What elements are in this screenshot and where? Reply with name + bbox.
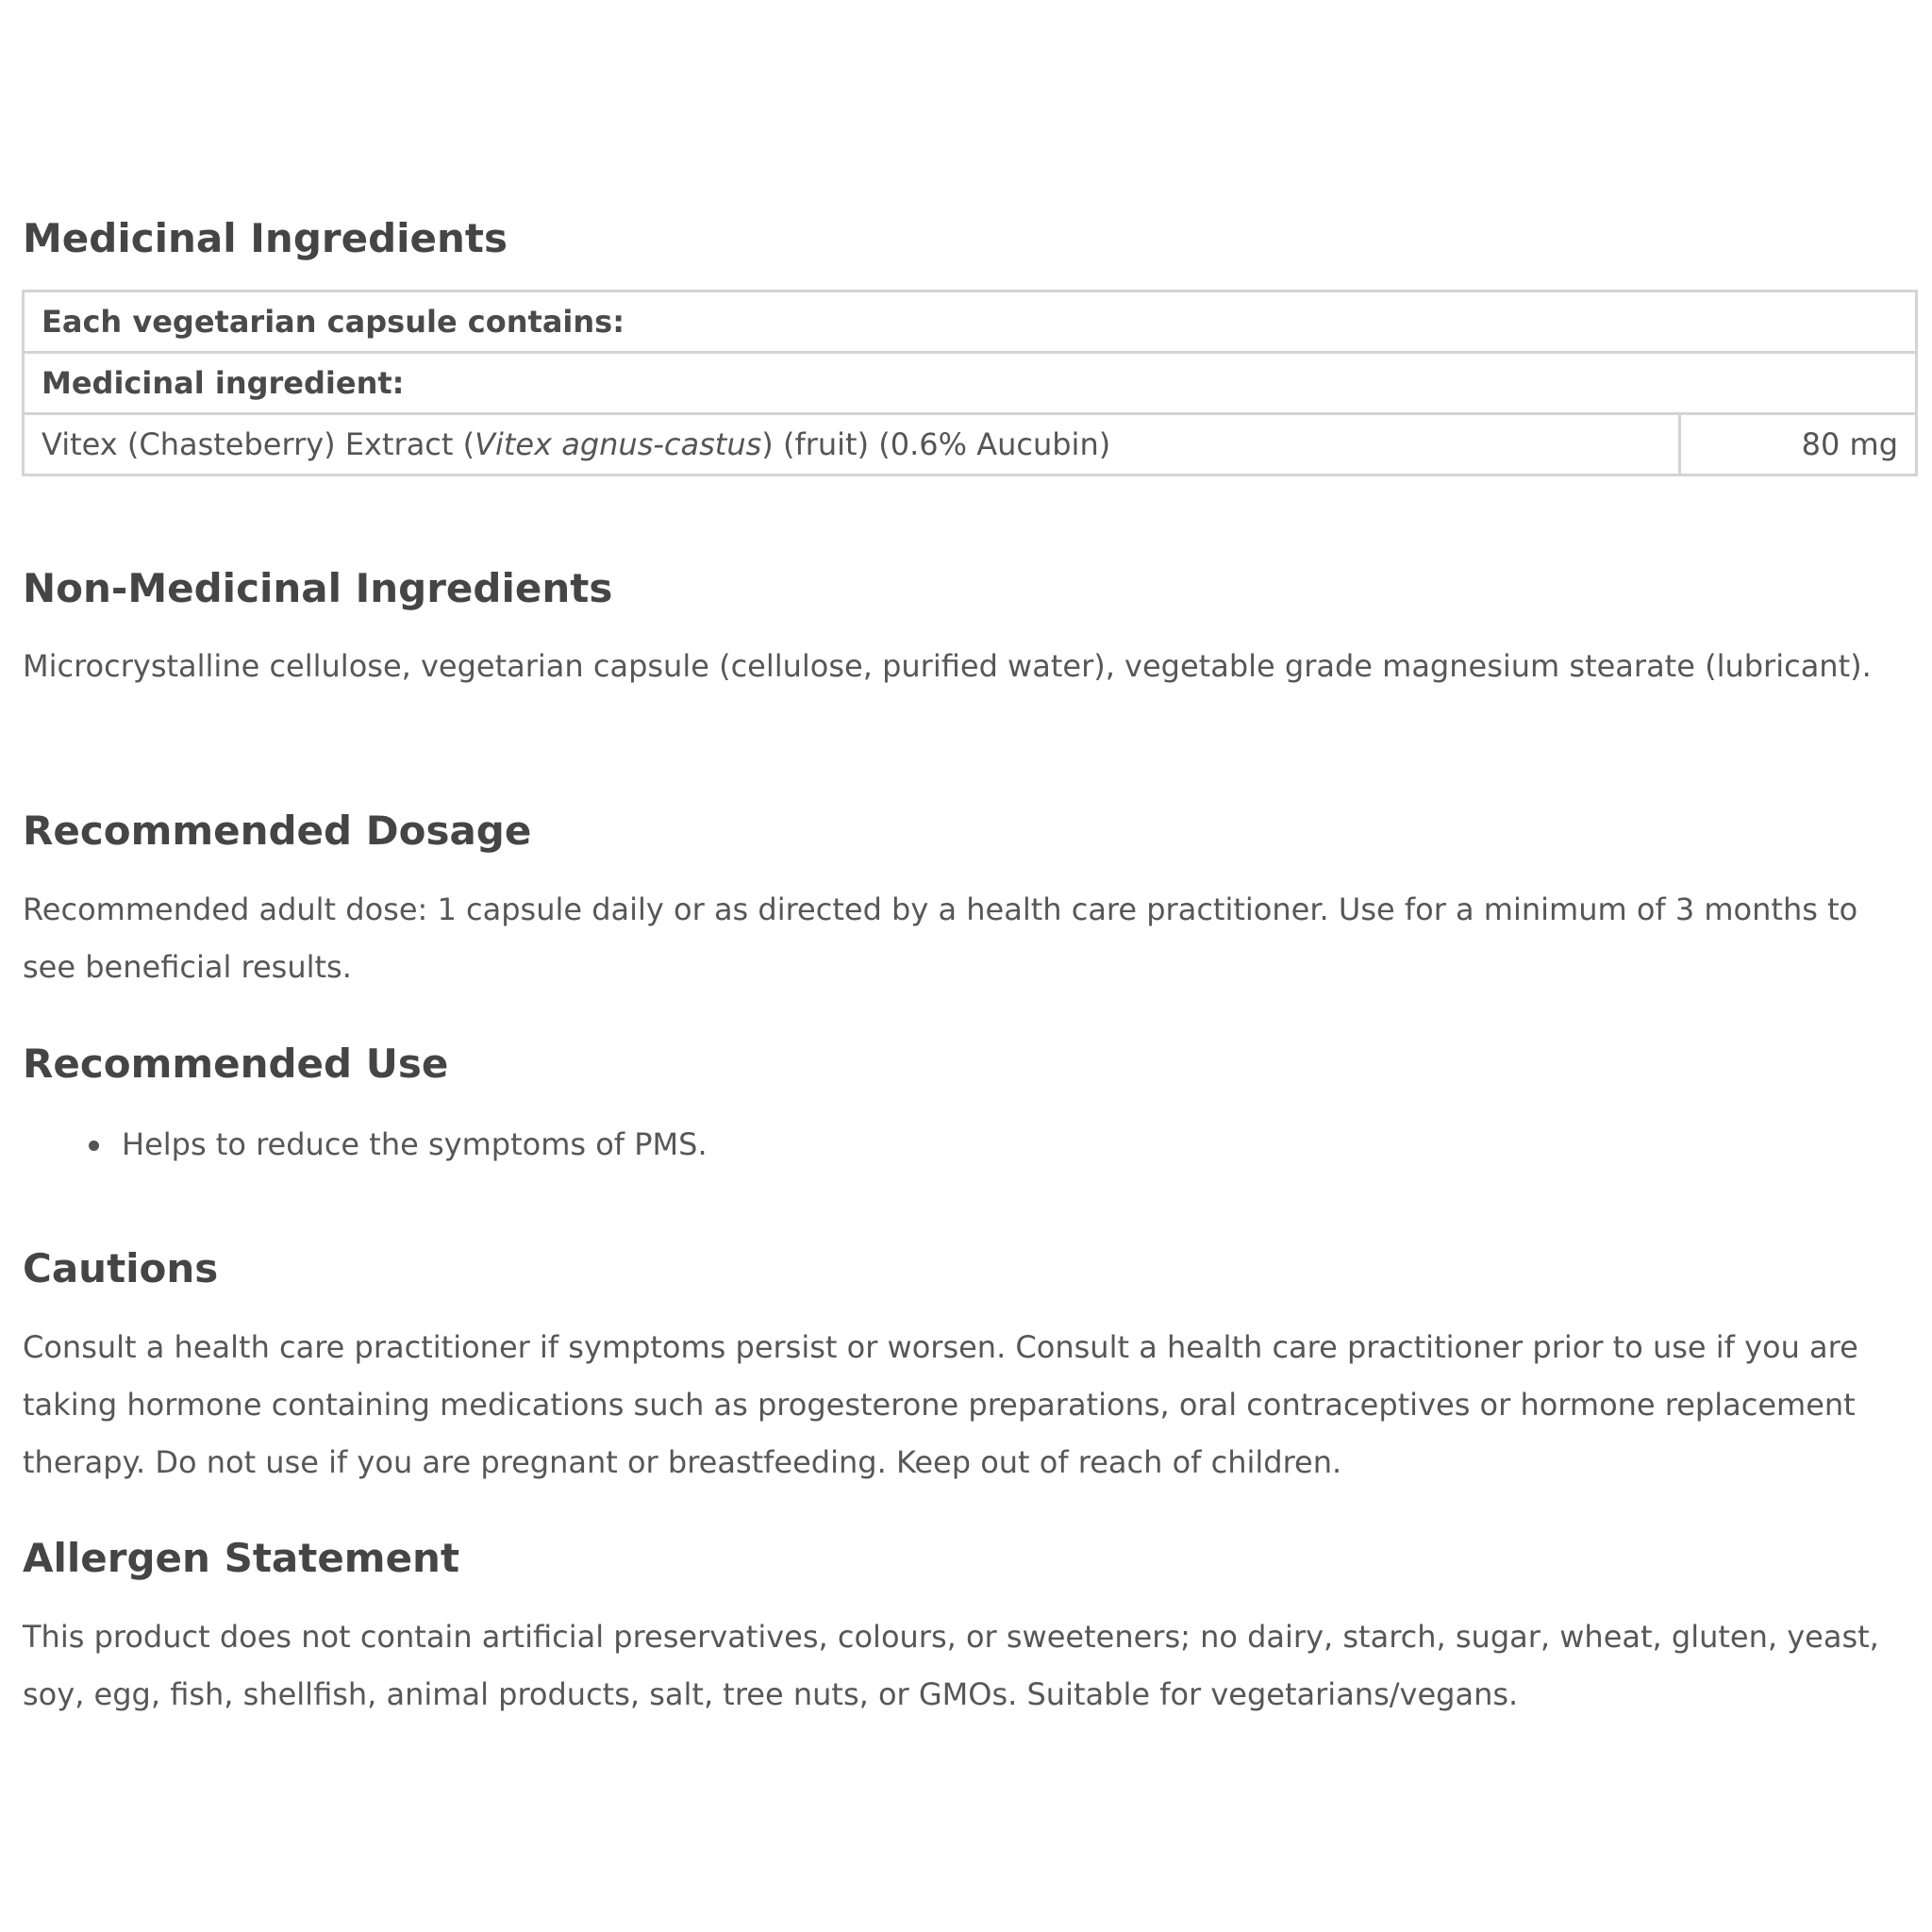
list-item bbox=[23, 1116, 708, 1174]
recommended-dosage-text: Recommended adult dose: 1 capsule daily or as directed by a health care practitioner. Use for a minimum of 3 months to see beneficial results. bbox=[23, 891, 1858, 985]
recommended-use-list bbox=[23, 1116, 708, 1174]
ingredient-amount: 80 mg bbox=[1680, 414, 1917, 475]
cautions-heading: Cautions bbox=[23, 1245, 219, 1291]
bullet-icon bbox=[89, 1141, 99, 1151]
non-medicinal-ingredients-heading: Non-Medicinal Ingredients bbox=[23, 565, 613, 611]
allergen-statement-heading: Allergen Statement bbox=[23, 1535, 460, 1581]
medicinal-ingredient-label: Medicinal ingredient: bbox=[24, 353, 1917, 414]
table-row bbox=[24, 414, 1917, 475]
list-item-text: Helps to reduce the symptoms of PMS. bbox=[122, 1126, 708, 1162]
allergen-statement-text: This product does not contain artificial preservatives, colours, or sweeteners; no dairy, starch, sugar, wheat, gluten, yeast, soy, egg, fish, shellfish, animal products, salt, tree nuts, or GMOs. Suitable for vegetarians/vegans. bbox=[23, 1619, 1879, 1712]
medicinal-ingredients-heading: Medicinal Ingredients bbox=[23, 215, 508, 261]
capsule-contains-label: Each vegetarian capsule contains: bbox=[24, 291, 1917, 353]
recommended-dosage-heading: Recommended Dosage bbox=[23, 808, 532, 854]
recommended-use-heading: Recommended Use bbox=[23, 1041, 449, 1087]
cautions-text: Consult a health care practitioner if symptoms persist or worsen. Consult a health care practitioner prior to use if you are taking hormone containing medications such as progesterone preparations, oral contraceptives or hormone replacement therapy. Do not use if you are pregnant or breastfeeding. Keep out of reach of children. bbox=[23, 1329, 1858, 1480]
medicinal-ingredients-table bbox=[22, 290, 1918, 476]
ingredient-latin-name: Vitex agnus-castus bbox=[475, 426, 762, 462]
non-medicinal-ingredients-text: Microcrystalline cellulose, vegetarian capsule (cellulose, purified water), vegetable grade magnesium stearate (lubricant). bbox=[23, 648, 1872, 684]
ingredient-name: Vitex (Chasteberry) Extract ( bbox=[42, 426, 475, 462]
table-row bbox=[24, 291, 1917, 353]
ingredient-name-cell bbox=[24, 414, 1680, 475]
table-row bbox=[24, 353, 1917, 414]
ingredient-name-suffix: ) (fruit) (0.6% Aucubin) bbox=[761, 426, 1111, 462]
